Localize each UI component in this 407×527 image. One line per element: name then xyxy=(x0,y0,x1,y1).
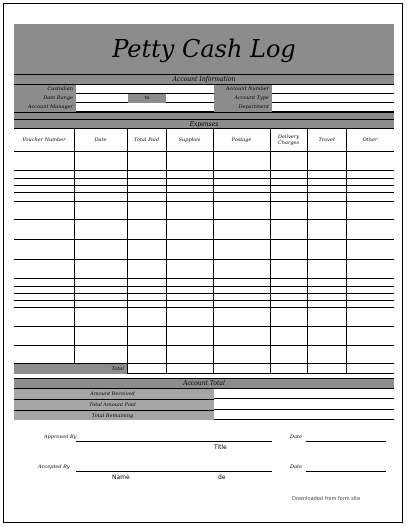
accepted-date-line[interactable] xyxy=(306,471,386,472)
total-amount-paid-label: Total Amount Paid xyxy=(14,399,214,410)
total-row[interactable] xyxy=(127,363,394,374)
amount-received-label: Amount Received xyxy=(14,389,214,399)
account-manager-label: Account Manager xyxy=(14,103,76,112)
approved-by-label: Approved By xyxy=(44,434,77,440)
account-total-header: Account Total xyxy=(14,378,394,389)
date-range-label: Date Range xyxy=(14,94,76,103)
account-number-label: Account Number xyxy=(214,85,272,94)
date-range-start-field[interactable] xyxy=(76,94,128,103)
total-amount-paid-field[interactable] xyxy=(214,399,394,410)
col-other: Other xyxy=(362,137,378,143)
form-title: Petty Cash Log xyxy=(14,24,394,74)
date-caption: de xyxy=(218,474,226,481)
date-range-end-field[interactable] xyxy=(166,94,214,103)
footer-note: Downloaded from form site xyxy=(292,496,361,502)
account-number-field[interactable] xyxy=(272,85,394,94)
date-range-separator: to xyxy=(128,94,166,103)
title-caption: Title xyxy=(214,444,227,451)
col-postage: Postage xyxy=(231,137,252,143)
col-date: Date xyxy=(94,137,107,143)
approved-by-line[interactable] xyxy=(76,441,272,442)
account-manager-field[interactable] xyxy=(76,103,214,112)
petty-cash-log-form xyxy=(3,3,403,523)
department-label: Department xyxy=(214,103,272,112)
spacer-band xyxy=(14,112,394,119)
col-total-paid: Total Paid xyxy=(133,137,160,143)
name-caption: Name xyxy=(112,474,130,481)
approved-date-label: Date xyxy=(290,434,302,440)
col-supplies: Supplies xyxy=(178,137,201,143)
approved-date-line[interactable] xyxy=(306,441,386,442)
account-type-field[interactable] xyxy=(272,94,394,103)
col-delivery-charges: Delivery Charges xyxy=(277,134,300,146)
accepted-by-label: Accepted By xyxy=(38,464,70,470)
col-voucher-number: Voucher Number xyxy=(22,137,66,143)
total-label: Total xyxy=(14,363,127,374)
account-type-label: Account Type xyxy=(214,94,272,103)
accepted-date-label: Date xyxy=(290,464,302,470)
department-field[interactable] xyxy=(272,103,394,112)
custodian-label: Custodian xyxy=(14,85,76,94)
total-remaining-field[interactable] xyxy=(214,410,394,420)
total-remaining-label: Total Remaining xyxy=(14,410,214,420)
col-travel: Travel xyxy=(318,137,335,143)
custodian-field[interactable] xyxy=(76,85,214,94)
account-info-header: Account Information xyxy=(14,74,394,85)
accepted-by-line[interactable] xyxy=(76,471,272,472)
amount-received-field[interactable] xyxy=(214,389,394,399)
expenses-header: Expenses xyxy=(14,119,394,129)
